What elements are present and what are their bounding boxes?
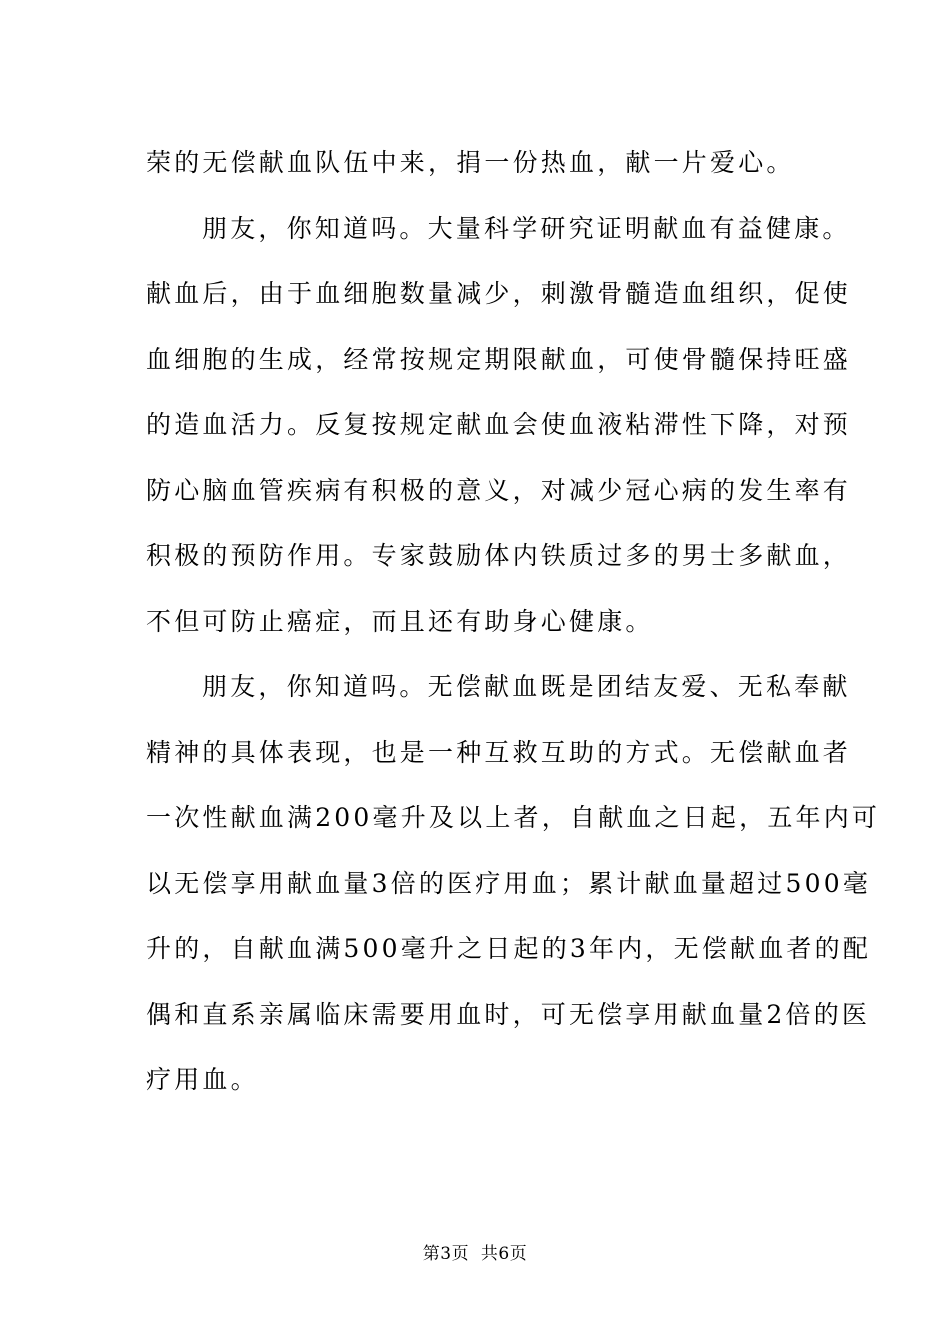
text-line: 献血后，由于血细胞数量减少，刺激骨髓造血组织，促使 (146, 279, 852, 308)
text-line: 朋友，你知道吗。无偿献血既是团结友爱、无私奉献 (202, 672, 851, 701)
text-line: 荣的无偿献血队伍中来，捐一份热血，献一片爱心。 (146, 148, 795, 177)
text-line: 血细胞的生成，经常按规定期限献血，可使骨髓保持旺盛 (146, 344, 852, 374)
text-line: 积极的预防作用。专家鼓励体内铁质过多的男士多献血， (146, 541, 852, 570)
text-line: 的造血活力。反复按规定献血会使血液粘滞性下降，对预 (146, 410, 852, 439)
body-text (146, 130, 881, 1113)
text-line: 防心脑血管疾病有积极的意义，对减少冠心病的发生率有 (146, 475, 852, 505)
text-line: 升的，自献血满500毫升之日起的3年内，无偿献血者的配 (146, 934, 872, 963)
text-line: 一次性献血满200毫升及以上者，自献血之日起，五年内可 (146, 803, 881, 832)
text-line: 不但可防止癌症，而且还有助身心健康。 (146, 606, 654, 636)
text-line: 疗用血。 (146, 1065, 259, 1094)
text-line: 偶和直系亲属临床需要用血时，可无偿享用献血量2倍的医 (146, 999, 871, 1029)
text-line: 精神的具体表现，也是一种互救互助的方式。无偿献血者 (146, 737, 852, 767)
text-line: 以无偿享用献血量3倍的医疗用血；累计献血量超过500毫 (146, 868, 872, 898)
text-line: 朋友，你知道吗。大量科学研究证明献血有益健康。 (202, 213, 851, 243)
page-number-footer: 第3页 共6页 (422, 1244, 528, 1264)
